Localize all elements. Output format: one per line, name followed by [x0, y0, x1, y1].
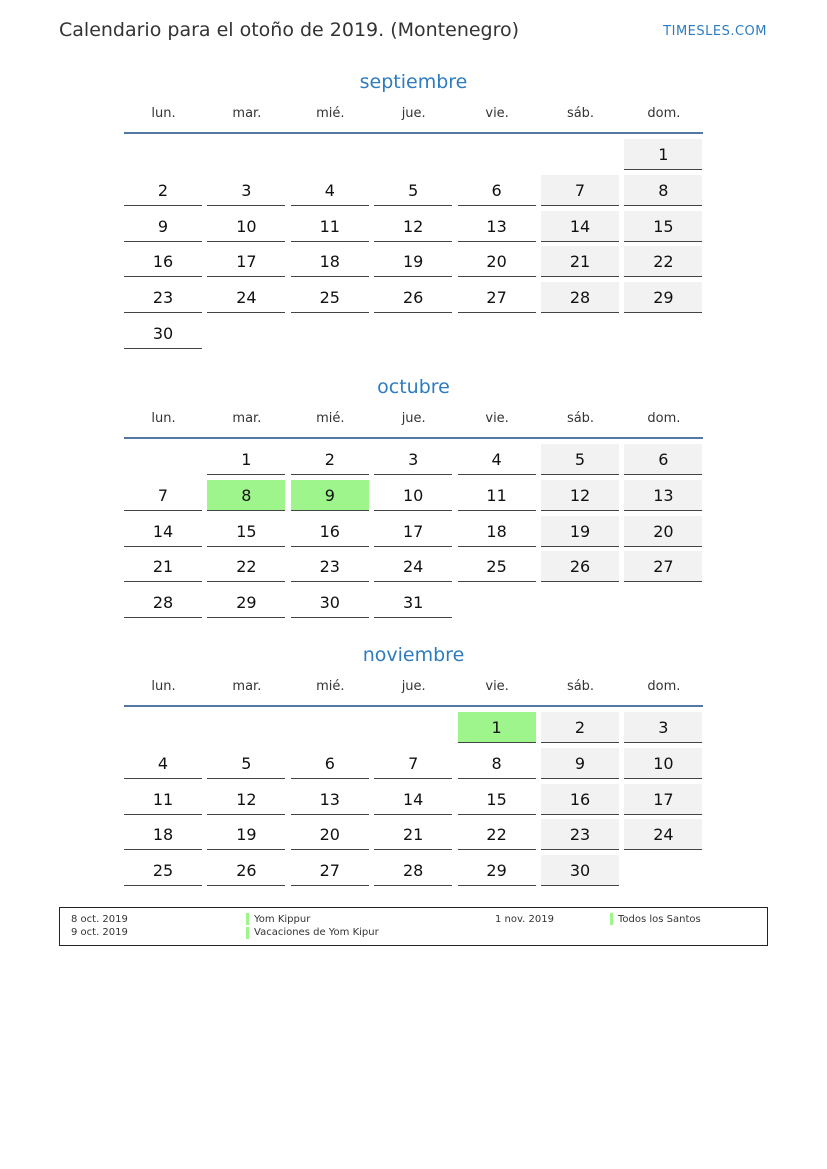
day-cell[interactable]: 10 — [374, 480, 452, 511]
weekday-label: sáb. — [566, 411, 595, 426]
weekday-label: mar. — [232, 679, 262, 694]
day-cell[interactable]: 2 — [124, 175, 202, 206]
day-cell[interactable]: 7 — [541, 175, 619, 206]
day-cell[interactable]: 29 — [207, 587, 285, 618]
legend-date: 1 nov. 2019 — [495, 914, 554, 925]
day-cell[interactable]: 1 — [624, 139, 702, 170]
day-cell[interactable]: 28 — [374, 855, 452, 886]
weekday-label: vie. — [485, 411, 509, 426]
day-cell[interactable]: 16 — [124, 246, 202, 277]
day-cell[interactable]: 17 — [207, 246, 285, 277]
weekday-label: jue. — [401, 679, 426, 694]
day-cell[interactable]: 4 — [458, 444, 536, 475]
day-cell[interactable]: 22 — [624, 246, 702, 277]
day-cell[interactable]: 27 — [624, 551, 702, 582]
day-cell[interactable]: 13 — [624, 480, 702, 511]
day-cell[interactable]: 18 — [124, 819, 202, 850]
month-november — [124, 641, 703, 881]
holiday-color-marker — [610, 913, 613, 925]
day-cell[interactable]: 20 — [624, 516, 702, 547]
day-cell[interactable]: 18 — [291, 246, 369, 277]
day-cell[interactable]: 15 — [458, 784, 536, 815]
day-cell[interactable]: 9 — [124, 211, 202, 242]
day-cell[interactable]: 19 — [374, 246, 452, 277]
weekday-label: dom. — [647, 679, 681, 694]
day-cell[interactable]: 26 — [374, 282, 452, 313]
day-cell[interactable]: 1 — [458, 712, 536, 743]
day-cell[interactable]: 24 — [624, 819, 702, 850]
day-cell[interactable]: 3 — [374, 444, 452, 475]
weekday-header — [124, 669, 703, 707]
legend-holiday-name: Vacaciones de Yom Kipur — [254, 927, 379, 938]
day-cell[interactable]: 23 — [541, 819, 619, 850]
day-cell[interactable]: 18 — [458, 516, 536, 547]
day-cell[interactable]: 23 — [291, 551, 369, 582]
weekday-label: jue. — [401, 411, 426, 426]
day-cell[interactable]: 8 — [624, 175, 702, 206]
weekday-header — [124, 401, 703, 439]
day-cell[interactable]: 29 — [458, 855, 536, 886]
day-cell[interactable]: 30 — [124, 318, 202, 349]
month-title: octubre — [377, 376, 450, 398]
page-title: Calendario para el otoño de 2019. (Montenegro) — [59, 19, 520, 41]
site-link[interactable]: TIMESLES.COM — [663, 24, 767, 39]
day-cell[interactable]: 22 — [458, 819, 536, 850]
day-cell[interactable]: 7 — [124, 480, 202, 511]
weekday-label: dom. — [647, 106, 681, 121]
day-cell[interactable]: 13 — [291, 784, 369, 815]
day-cell[interactable]: 9 — [291, 480, 369, 511]
day-cell[interactable]: 6 — [458, 175, 536, 206]
day-cell[interactable]: 5 — [541, 444, 619, 475]
day-cell[interactable]: 19 — [207, 819, 285, 850]
weekday-label: lun. — [151, 679, 176, 694]
day-cell[interactable]: 17 — [624, 784, 702, 815]
day-cell[interactable]: 29 — [624, 282, 702, 313]
day-cell[interactable]: 11 — [458, 480, 536, 511]
day-cell[interactable]: 15 — [624, 211, 702, 242]
weekday-label: mié. — [316, 679, 345, 694]
day-cell[interactable]: 22 — [207, 551, 285, 582]
day-cell[interactable]: 16 — [541, 784, 619, 815]
day-cell[interactable]: 13 — [458, 211, 536, 242]
day-cell[interactable]: 3 — [624, 712, 702, 743]
day-cell[interactable]: 2 — [291, 444, 369, 475]
legend-dates-right — [495, 913, 554, 926]
day-cell[interactable]: 12 — [541, 480, 619, 511]
day-cell[interactable]: 6 — [624, 444, 702, 475]
day-cell[interactable]: 14 — [124, 516, 202, 547]
weekday-label: mar. — [232, 106, 262, 121]
weekday-label: vie. — [485, 106, 509, 121]
weekday-label: mar. — [232, 411, 262, 426]
month-september — [124, 68, 703, 343]
weekday-label: mié. — [316, 411, 345, 426]
day-cell[interactable]: 7 — [374, 748, 452, 779]
day-cell[interactable]: 27 — [291, 855, 369, 886]
day-cell[interactable]: 24 — [207, 282, 285, 313]
day-cell[interactable]: 31 — [374, 587, 452, 618]
day-cell[interactable]: 3 — [207, 175, 285, 206]
legend-holiday-name: Todos los Santos — [618, 914, 701, 925]
day-cell[interactable]: 5 — [207, 748, 285, 779]
day-cell[interactable]: 10 — [624, 748, 702, 779]
day-cell[interactable]: 21 — [541, 246, 619, 277]
day-cell[interactable]: 26 — [207, 855, 285, 886]
legend-holiday-name: Yom Kippur — [254, 914, 311, 925]
day-cell[interactable]: 23 — [124, 282, 202, 313]
legend-names-left — [254, 913, 379, 939]
weekday-label: dom. — [647, 411, 681, 426]
day-cell[interactable]: 21 — [124, 551, 202, 582]
day-cell[interactable]: 25 — [458, 551, 536, 582]
weekday-label: mié. — [316, 106, 345, 121]
month-october — [124, 373, 703, 613]
day-cell[interactable]: 28 — [541, 282, 619, 313]
day-cell[interactable]: 19 — [541, 516, 619, 547]
holiday-color-marker — [246, 927, 249, 939]
day-cell[interactable]: 4 — [124, 748, 202, 779]
day-cell[interactable]: 10 — [207, 211, 285, 242]
day-cell[interactable]: 20 — [458, 246, 536, 277]
day-cell[interactable]: 11 — [291, 211, 369, 242]
day-cell[interactable]: 14 — [374, 784, 452, 815]
day-cell[interactable]: 12 — [207, 784, 285, 815]
day-cell[interactable]: 9 — [541, 748, 619, 779]
holiday-color-marker — [246, 913, 249, 925]
day-cell[interactable]: 11 — [124, 784, 202, 815]
day-cell[interactable]: 21 — [374, 819, 452, 850]
day-cell[interactable]: 20 — [291, 819, 369, 850]
weekday-label: sáb. — [566, 679, 595, 694]
legend-dates-left — [71, 913, 128, 939]
day-cell[interactable]: 2 — [541, 712, 619, 743]
day-cell[interactable]: 6 — [291, 748, 369, 779]
day-cell[interactable]: 25 — [291, 282, 369, 313]
day-cell[interactable]: 24 — [374, 551, 452, 582]
weekday-label: jue. — [401, 106, 426, 121]
day-cell[interactable]: 14 — [541, 211, 619, 242]
day-cell[interactable]: 30 — [541, 855, 619, 886]
day-cell[interactable]: 16 — [291, 516, 369, 547]
day-cell[interactable]: 4 — [291, 175, 369, 206]
day-cell[interactable]: 27 — [458, 282, 536, 313]
day-cell[interactable]: 8 — [207, 480, 285, 511]
day-cell[interactable]: 12 — [374, 211, 452, 242]
holiday-legend — [59, 907, 768, 946]
day-cell[interactable]: 30 — [291, 587, 369, 618]
day-cell[interactable]: 28 — [124, 587, 202, 618]
day-cell[interactable]: 8 — [458, 748, 536, 779]
day-cell[interactable]: 17 — [374, 516, 452, 547]
day-cell[interactable]: 5 — [374, 175, 452, 206]
legend-names-right — [618, 913, 701, 926]
weekday-label: lun. — [151, 411, 176, 426]
weekday-label: vie. — [485, 679, 509, 694]
month-title: noviembre — [362, 644, 465, 666]
legend-date: 9 oct. 2019 — [71, 927, 128, 938]
weekday-label: sáb. — [566, 106, 595, 121]
legend-date: 8 oct. 2019 — [71, 914, 128, 925]
day-cell[interactable]: 1 — [207, 444, 285, 475]
weekday-label: lun. — [151, 106, 176, 121]
month-title: septiembre — [359, 71, 468, 93]
weekday-header — [124, 96, 703, 134]
day-cell[interactable]: 15 — [207, 516, 285, 547]
day-cell[interactable]: 26 — [541, 551, 619, 582]
day-cell[interactable]: 25 — [124, 855, 202, 886]
